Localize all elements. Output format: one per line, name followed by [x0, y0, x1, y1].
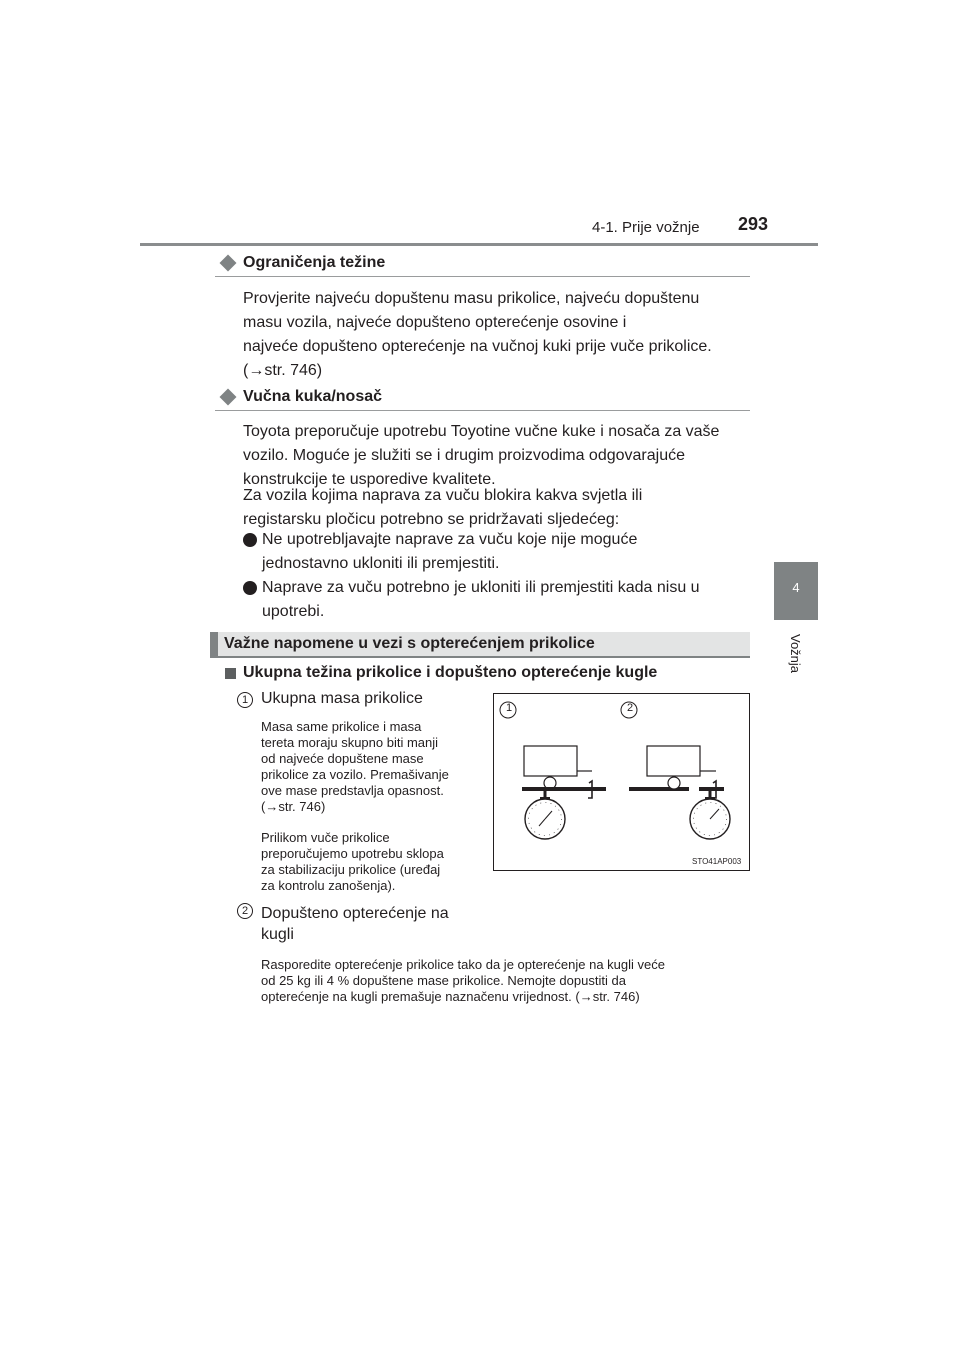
- trailer-body-right: [647, 746, 700, 776]
- item-1-title: Ukupna masa prikolice: [261, 690, 423, 707]
- chapter-number: 4: [792, 580, 800, 595]
- bullet-dot-icon: [243, 581, 257, 595]
- caution-title: Važne napomene u vezi s opterećenjem prikolice: [224, 635, 595, 652]
- section-title: 4-1. Prije vožnje: [592, 219, 700, 236]
- heading-rule: [215, 276, 750, 277]
- square-bullet-icon: [225, 668, 236, 679]
- hitch-p1-line-2: vozilo. Moguće je služiti se i drugim proizvodima odgovarajuće: [243, 447, 685, 464]
- hitch-p2-line-1: Za vozila kojima naprava za vuču blokira kakva svjetla ili: [243, 487, 643, 504]
- item-number-1: 1: [237, 692, 253, 708]
- hitch-bullet-1-line-1: Ne upotrebljavajte naprave za vuču koje nije moguće: [262, 531, 638, 548]
- item-1-p1-ref: (→str. 746): [261, 799, 326, 814]
- weight-limits-heading: Ograničenja težine: [243, 254, 386, 271]
- diamond-bullet-icon: [220, 255, 237, 272]
- bullet-dot-icon: [243, 533, 257, 547]
- caution-banner-rule: [210, 656, 750, 658]
- weight-limits-line-3: najveće dopušteno opterećenje na vučnoj kuki prije vuče prikolice.: [243, 338, 712, 355]
- item-1-p2-last: za kontrolu zanošenja).: [261, 878, 396, 893]
- diagram-code: STO41AP003: [692, 857, 742, 866]
- weight-limits-line-2: masu vozila, najveće dopušteno opterećenje osovine i: [243, 314, 627, 331]
- page-number: 293: [738, 214, 769, 234]
- item-2-title-line-2: kugli: [261, 926, 294, 943]
- item-1-p2-line-1: Prilikom vuče prikolice: [261, 830, 390, 845]
- item-1-p1-line-1: Masa same prikolice i masa: [261, 719, 422, 734]
- hitch-p2-line-2: registarsku pločicu potrebno se pridržavati sljedećeg:: [243, 511, 620, 528]
- hitch-bullet-1-line-2: jednostavno ukloniti ili premjestiti.: [262, 555, 500, 572]
- heading-rule: [215, 410, 750, 411]
- item-2-p-last: opterećenje na kugli premašuje naznačenu vrijednost. (→str. 746): [261, 989, 640, 1004]
- chapter-label-text: Vožnja: [788, 634, 803, 674]
- trailer-wheel-right: [668, 777, 680, 789]
- item-1-p2-line-2: preporučujemo upotrebu sklopa: [261, 846, 444, 861]
- hitch-bullet-2-line-2: upotrebi.: [262, 603, 325, 620]
- hitch-heading: Vučna kuka/nosač: [243, 388, 383, 405]
- item-2-p-line-2: od 25 kg ili 4 % dopuštene mase prikolice. Nemojte dopustiti da: [261, 973, 626, 988]
- diagram-label-1: 1: [505, 702, 513, 714]
- item-1-p1-line-2: tereta moraju skupno biti manji: [261, 735, 439, 750]
- item-number-2: 2: [237, 903, 253, 919]
- item-1-p1-line-3: od najveće dopuštene mase: [261, 751, 424, 766]
- item-2-title-line-1: Dopušteno opterećenje na: [261, 905, 449, 922]
- trailer-weight-diagram: [493, 693, 750, 871]
- chapter-label: [781, 634, 811, 694]
- item-1-p1-line-5: ove mase predstavlja opasnost.: [261, 783, 444, 798]
- header-divider: [140, 243, 818, 246]
- diagram-label-2: 2: [626, 702, 634, 714]
- weight-limits-line-1: Provjerite najveću dopuštenu masu prikolice, najveću dopuštenu: [243, 290, 700, 307]
- weight-limits-ref: (→str. 746): [243, 362, 323, 379]
- trailer-body-left: [524, 746, 577, 776]
- item-1-p1-line-4: prikolice za vozilo. Premašivanje: [261, 767, 449, 782]
- item-2-p-line-1: Rasporedite opterećenje prikolice tako da je opterećenje na kugli veće: [261, 957, 665, 972]
- hitch-p1-line-3: konstrukcije te usporedive kvalitete.: [243, 471, 496, 488]
- trailer-scale-illustration: [494, 694, 749, 870]
- item-1-p2-line-3: za stabilizaciju prikolice (uređaj: [261, 862, 441, 877]
- diamond-bullet-icon: [220, 389, 237, 406]
- caution-subheading: Ukupna težina prikolice i dopušteno opterećenje kugle: [243, 664, 658, 681]
- hitch-p1-line-1: Toyota preporučuje upotrebu Toyotine vučne kuke i nosača za vaše: [243, 423, 720, 440]
- hitch-bullet-2-line-1: Naprave za vuču potrebno je ukloniti ili premjestiti kada nisu u: [262, 579, 700, 596]
